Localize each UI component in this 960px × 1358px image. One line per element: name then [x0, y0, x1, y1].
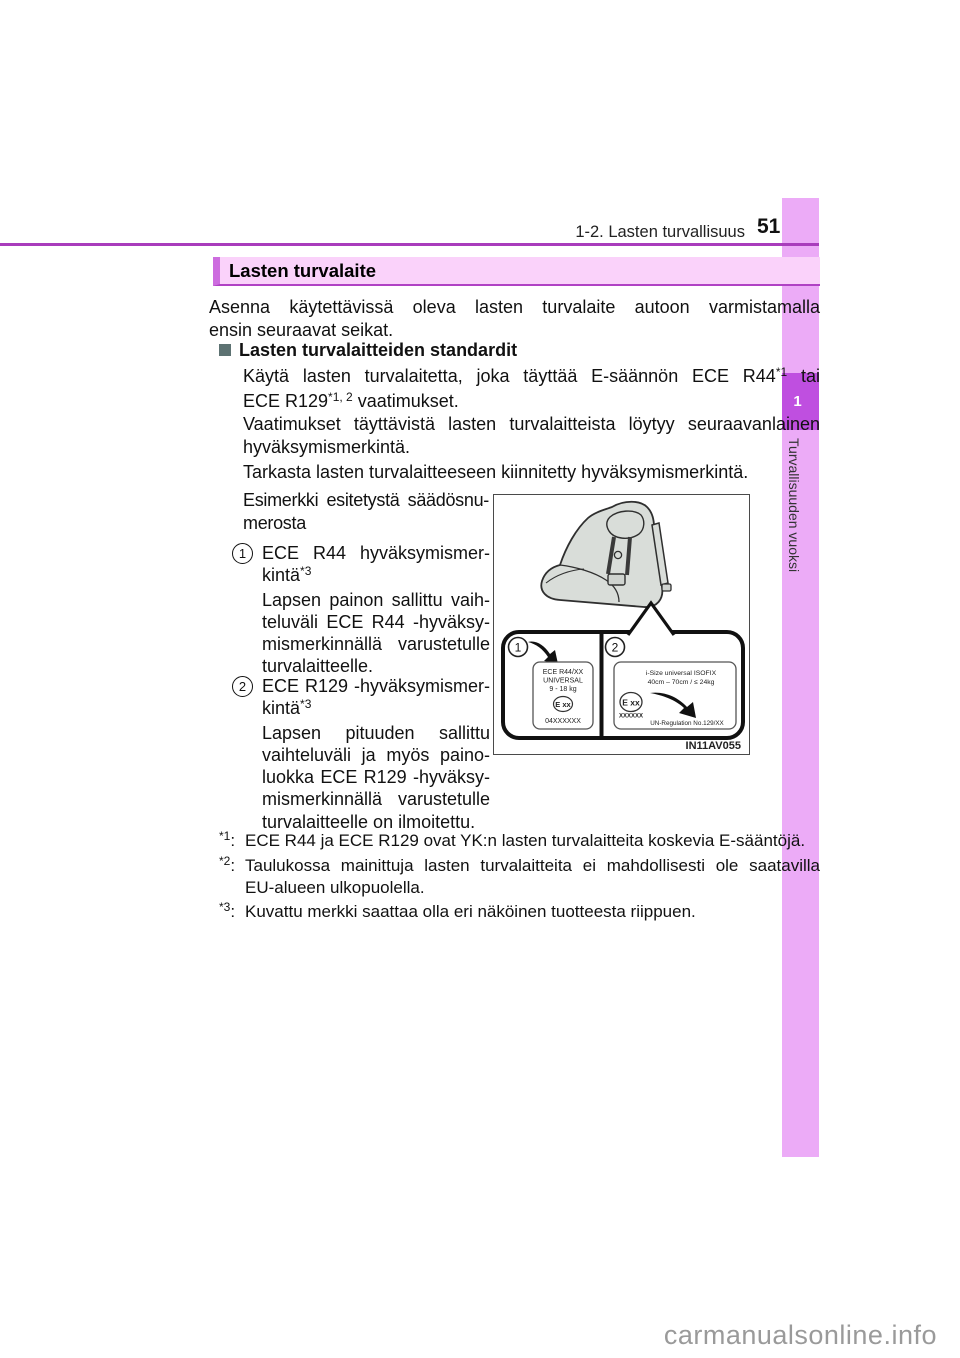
- child-seat-illustration: [541, 502, 671, 607]
- footnote-text: ECE R44 ja ECE R129 ovat YK:n lasten turvalaitteita koskevia E-sääntöjä.: [245, 831, 806, 850]
- circled-number-2: 2: [232, 676, 253, 697]
- footnote-text: [245, 855, 820, 899]
- superscript-ref: *1: [775, 365, 788, 379]
- superscript-ref: *1, 2: [328, 389, 353, 404]
- paragraph-line: turvalaitteelle.: [262, 656, 374, 677]
- footnote-marker: [219, 855, 245, 899]
- footnote-2: [219, 855, 820, 899]
- footnote-marker: [219, 830, 245, 853]
- superscript-ref: *2: [219, 854, 231, 868]
- paragraph-line: Esimerkki esitetystä säädösnu-: [243, 490, 489, 510]
- superscript-ref: *3: [219, 900, 231, 914]
- superscript-ref: *3: [300, 697, 312, 712]
- square-bullet-icon: [219, 344, 231, 356]
- footnote-marker: [219, 901, 245, 924]
- chapter-number: 1: [793, 393, 802, 410]
- figure-caption: IN11AV055: [685, 740, 741, 752]
- list-item-text: [262, 675, 490, 833]
- text-run: :: [230, 831, 236, 850]
- list-item-ece-r44: [232, 542, 490, 678]
- paragraph-line: Vaatimukset täyttävistä lasten turvalaitteista löytyy seuraavanlainen: [243, 414, 820, 434]
- paragraph-line: vaihteluväli ja myös paino-: [262, 744, 490, 765]
- svg-text:40cm – 70cm / ≤ 24kg: 40cm – 70cm / ≤ 24kg: [647, 679, 715, 686]
- superscript-ref: *3: [300, 564, 312, 579]
- text-run: ECE R129: [243, 390, 329, 411]
- paragraph-line: luokka ECE R129 -hyväksy-: [262, 767, 490, 788]
- paragraph-line: [262, 564, 490, 588]
- text-run: :: [230, 902, 236, 921]
- paragraph-line: teluväli ECE R44 -hyväksy-: [262, 611, 490, 632]
- paragraph-line: [243, 365, 820, 390]
- paragraph-line: ECE R129 -hyväksymismer-: [262, 676, 490, 696]
- text-run: Käytä lasten turvalaitetta, joka täyttää E-säännön ECE R44: [243, 366, 776, 386]
- paragraph-line: [243, 390, 820, 415]
- figure-number-1: 1: [514, 640, 522, 655]
- paragraph-line: turvalaitteelle on ilmoitettu.: [262, 811, 476, 832]
- callout-bubble: [503, 603, 743, 738]
- text-run: tai: [800, 366, 820, 386]
- svg-text:04XXXXXX: 04XXXXXX: [545, 718, 581, 725]
- intro-line: ensin seuraavat seikat.: [209, 319, 394, 340]
- paragraph-requirements: [243, 413, 820, 458]
- bubble-pointer: [628, 603, 674, 635]
- paragraph-line: mismerkinnällä varustetulle: [262, 634, 490, 655]
- sidebar-strip: [782, 198, 819, 1157]
- approval-label-i-size: [614, 662, 736, 729]
- circled-number-1: 1: [232, 543, 253, 564]
- intro-line: Asenna käytettävissä oleva lasten turvalaite autoon varmistamalla: [209, 297, 820, 317]
- header-section-title: 1-2. Lasten turvallisuus: [575, 223, 745, 241]
- watermark: carmanualsonline.info: [663, 1320, 937, 1350]
- section-title-bar: [213, 257, 820, 286]
- paragraph-line: Taulukossa mainittuja lasten turvalaitteita ei mahdollisesti ole saatavilla: [245, 856, 820, 875]
- sidebar-label: Turvallisuuden vuoksi: [786, 438, 802, 573]
- figure-approval-marks: [493, 494, 750, 755]
- paragraph-line: [262, 697, 490, 721]
- example-intro: [243, 489, 489, 534]
- figure-number-2: 2: [611, 640, 619, 655]
- section-title: Lasten turvalaite: [229, 259, 377, 281]
- paragraph-standards: [243, 365, 820, 414]
- svg-text:UNIVERSAL: UNIVERSAL: [543, 677, 583, 685]
- paragraph-line: mismerkinnällä varustetulle: [262, 789, 490, 810]
- paragraph-line: hyväksymismerkintä.: [243, 436, 411, 457]
- text-run: kintä: [262, 698, 301, 719]
- footnote-3: [219, 901, 820, 924]
- paragraph-line: Lapsen painon sallittu vaih-: [262, 589, 490, 610]
- text-run: vaatimukset.: [357, 390, 459, 411]
- list-item-text: [262, 542, 490, 678]
- svg-text:XXXXXX: XXXXXX: [618, 713, 644, 720]
- svg-text:UN-Regulation No.129/XX: UN-Regulation No.129/XX: [650, 720, 724, 727]
- paragraph-check-mark: Tarkasta lasten turvalaitteeseen kiinnitetty hyväksymismerkintä.: [243, 462, 749, 482]
- svg-text:ECE R44/XX: ECE R44/XX: [542, 669, 584, 676]
- list-item-ece-r129: [232, 675, 490, 833]
- footnote-1: [219, 830, 820, 853]
- svg-text:9 - 18 kg: 9 - 18 kg: [549, 686, 577, 693]
- paragraph-line: merosta: [243, 512, 306, 533]
- paragraph-line: Lapsen pituuden sallittu: [262, 722, 490, 743]
- svg-text:E xx: E xx: [622, 697, 640, 708]
- header-rule: [0, 243, 819, 246]
- text-run: :: [230, 856, 236, 875]
- svg-text:E xx: E xx: [555, 700, 571, 709]
- footnote-text: Kuvattu merkki saattaa olla eri näköinen tuotteesta riippuen.: [245, 902, 696, 921]
- svg-text:i-Size universal ISOFIX: i-Size universal ISOFIX: [645, 670, 717, 677]
- paragraph-line: EU-alueen ulkopuolella.: [245, 878, 425, 897]
- subsection-heading: [219, 340, 517, 360]
- figure-illustration: [494, 495, 748, 753]
- superscript-ref: *1: [219, 829, 231, 843]
- text-run: kintä: [262, 565, 301, 586]
- page-number: 51: [757, 215, 781, 238]
- subsection-heading-text: Lasten turvalaitteiden standardit: [239, 340, 518, 360]
- paragraph-line: ECE R44 hyväksymismer-: [262, 543, 490, 563]
- approval-label-ece-r44: [533, 662, 593, 729]
- intro-paragraph: [209, 296, 820, 341]
